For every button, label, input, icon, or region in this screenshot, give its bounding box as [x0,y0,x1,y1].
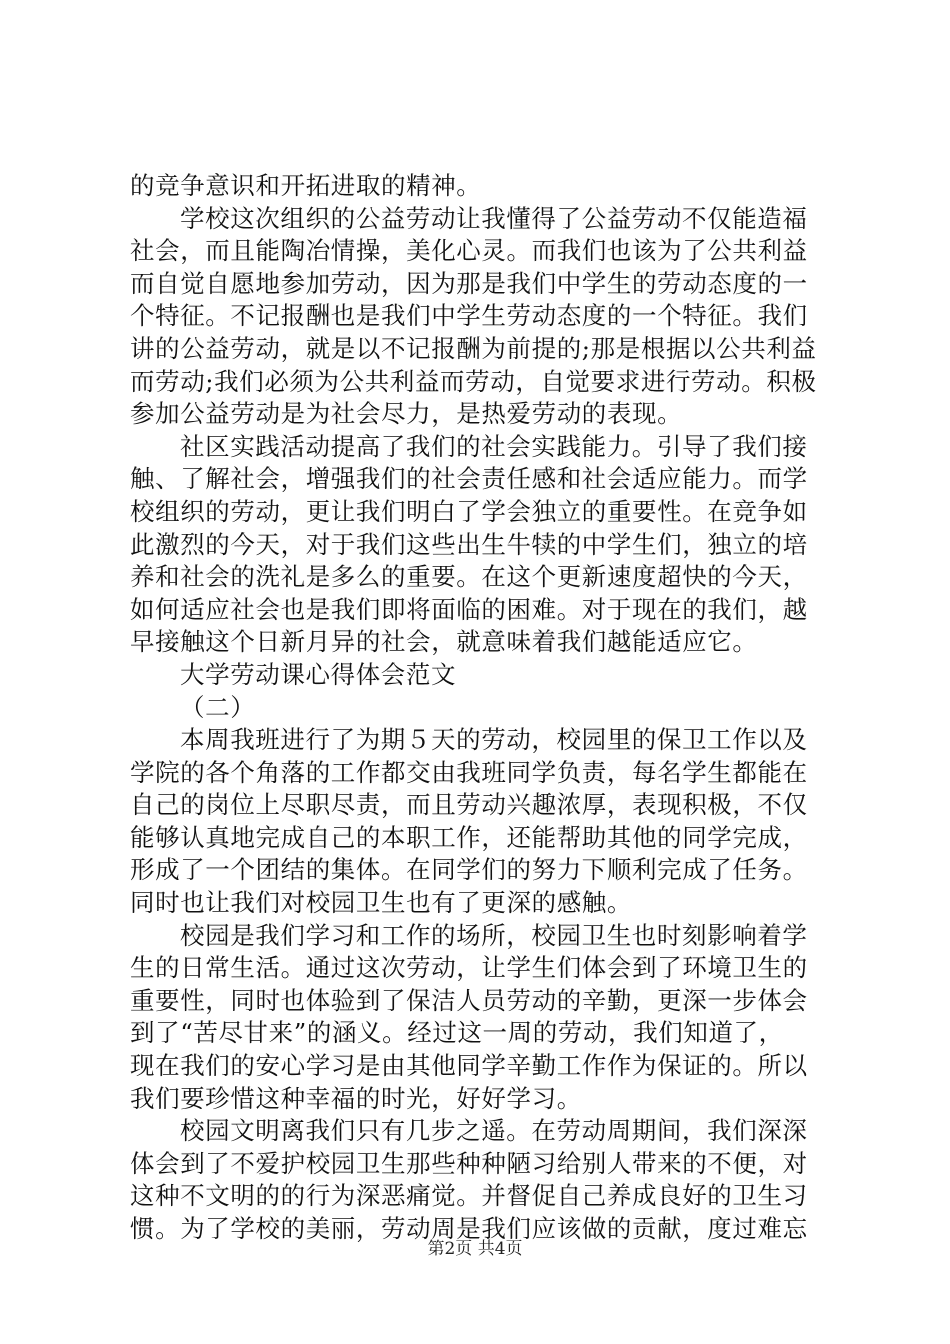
text-line: 本周我班进行了为期５天的劳动，校园里的保卫工作以及 [180,725,808,755]
body-text [130,170,830,1246]
text-line: 校园是我们学习和工作的场所，校园卫生也时刻影响着学 [180,920,808,950]
text-line: 这种不文明的的行为深恶痛觉。并督促自己养成良好的卫生习 [130,1181,808,1211]
text-line: 而劳动;我们必须为公共利益而劳动，自觉要求进行劳动。积极 [130,366,817,396]
text-line: 学校这次组织的公益劳动让我懂得了公益劳动不仅能造福 [180,203,808,233]
text-line: 学院的各个角落的工作都交由我班同学负责，每名学生都能在 [130,757,808,787]
text-line: 个特征。不记报酬也是我们中学生劳动态度的一个特征。我们 [130,301,808,331]
text-line: 讲的公益劳动，就是以不记报酬为前提的;那是根据以公共利益 [130,333,817,363]
text-line: 重要性，同时也体验到了保洁人员劳动的辛勤，更深一步体会 [130,985,808,1015]
page-number-footer: 第2页 共4页 [427,1239,523,1259]
text-line: 形成了一个团结的集体。在同学们的努力下顺利完成了任务。 [130,855,808,885]
text-line: 体会到了不爱护校园卫生那些种种陋习给别人带来的不便，对 [130,1148,808,1178]
text-line: 参加公益劳动是为社会尽力，是热爱劳动的表现。 [130,399,683,429]
text-line: 自己的岗位上尽职尽责，而且劳动兴趣浓厚，表现积极，不仅 [130,790,808,820]
text-line: 能够认真地完成自己的本职工作，还能帮助其他的同学完成， [130,822,808,852]
text-line: 社区实践活动提高了我们的社会实践能力。引导了我们接 [180,431,808,461]
text-line: 养和社会的洗礼是多么的重要。在这个更新速度超快的今天， [130,562,808,592]
text-line: 如何适应社会也是我们即将面临的困难。对于现在的我们，越 [130,594,808,624]
text-line: 同时也让我们对校园卫生也有了更深的感触。 [130,888,632,918]
text-line: 现在我们的安心学习是由其他同学辛勤工作作为保证的。所以 [130,1051,808,1081]
text-line: 社会，而且能陶冶情操，美化心灵。而我们也该为了公共利益 [130,236,808,266]
text-line: 到了“苦尽甘来”的涵义。经过这一周的劳动，我们知道了， [130,1018,784,1048]
section-title: 大学劳动课心得体会范文 [180,659,457,689]
text-line: 校园文明离我们只有几步之遥。在劳动周期间，我们深深 [180,1116,808,1146]
text-line: 我们要珍惜这种幸福的时光，好好学习。 [130,1083,582,1113]
text-line: 生的日常生活。通过这次劳动，让学生们体会到了环境卫生的 [130,953,808,983]
text-line: 此激烈的今天，对于我们这些出生牛犊的中学生们，独立的培 [130,529,808,559]
text-line: 而自觉自愿地参加劳动，因为那是我们中学生的劳动态度的一 [130,268,808,298]
text-line: 早接触这个日新月异的社会，就意味着我们越能适应它。 [130,627,758,657]
text-line: 校组织的劳动，更让我们明白了学会独立的重要性。在竞争如 [130,496,808,526]
text-line: 的竞争意识和开拓进取的精神。 [130,171,482,200]
text-line: 触、了解社会，增强我们的社会责任感和社会适应能力。而学 [130,464,808,494]
text-line: 惯。为了学校的美丽，劳动周是我们应该做的贡献，度过难忘 [130,1214,808,1243]
section-subtitle: （二） [180,692,256,722]
